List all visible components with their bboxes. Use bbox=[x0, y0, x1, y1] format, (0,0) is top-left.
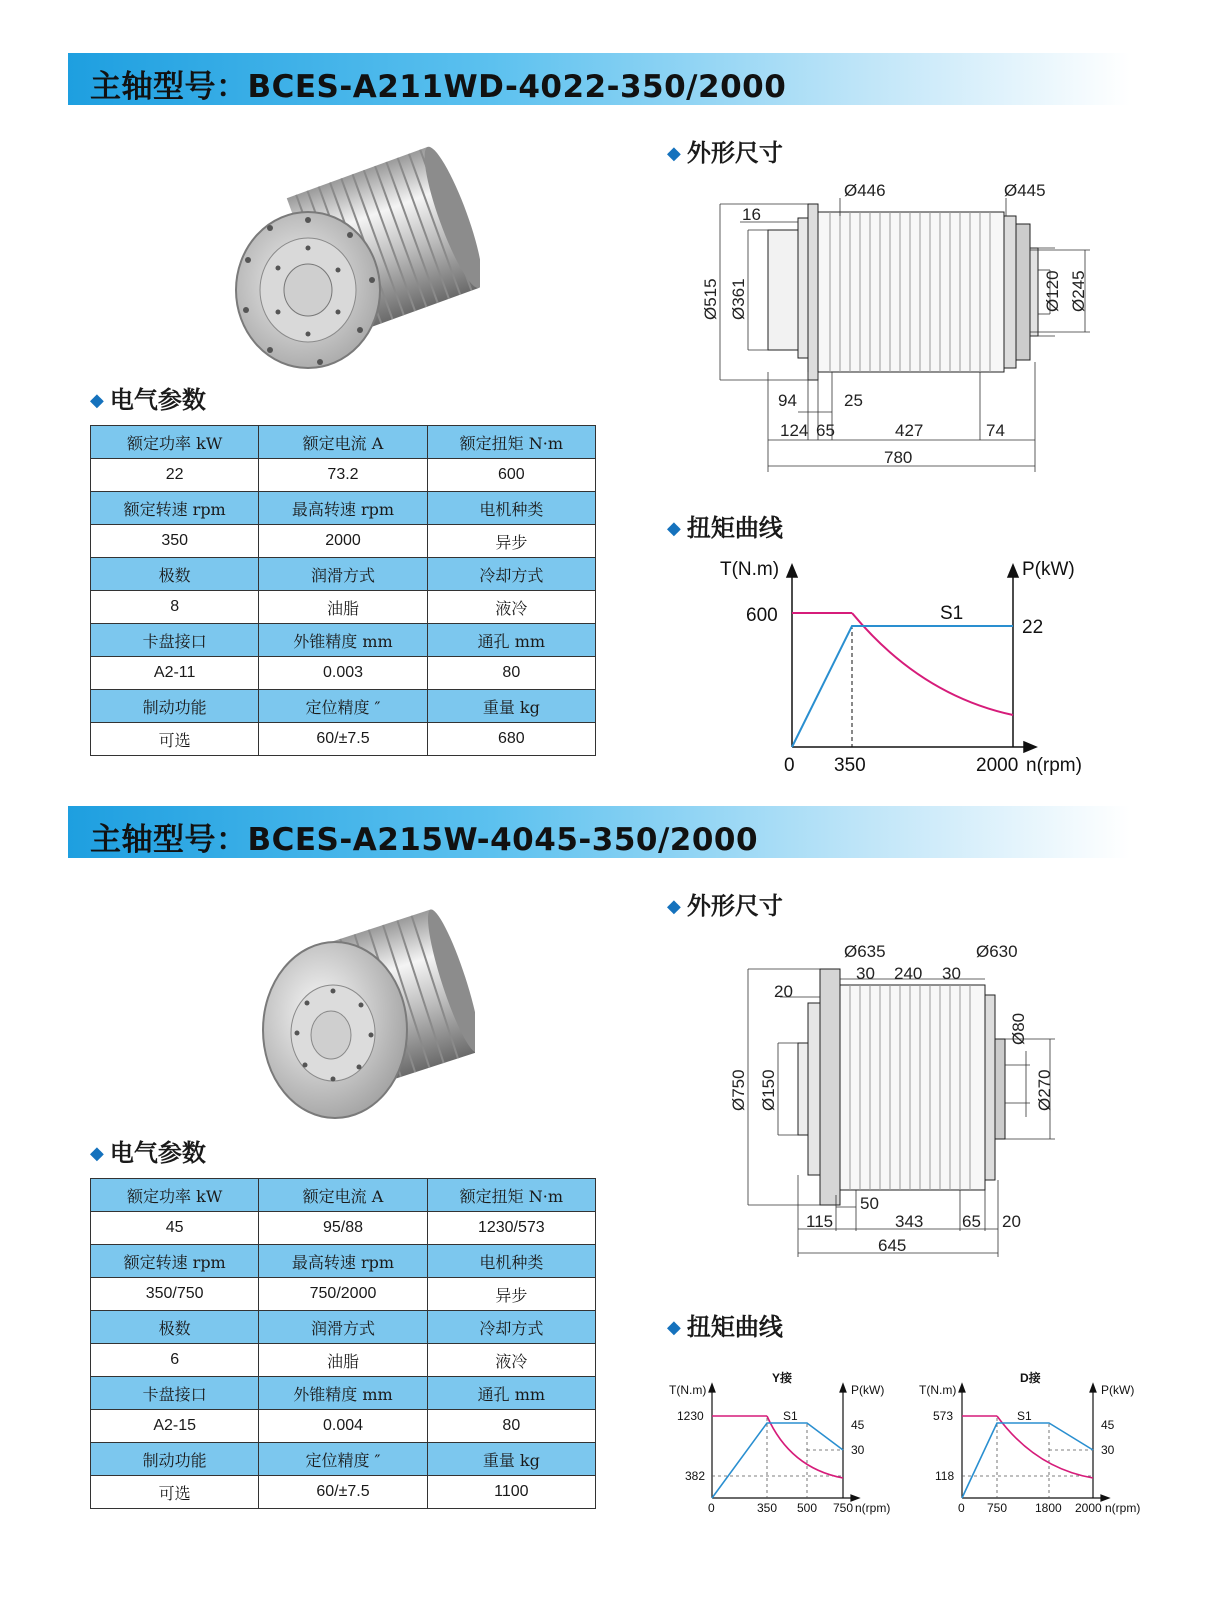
param-value-cell: 6 bbox=[91, 1344, 259, 1377]
dim-343: 343 bbox=[895, 1212, 924, 1231]
param-header-cell: 润滑方式 bbox=[259, 558, 427, 591]
dim-645: 645 bbox=[878, 1236, 907, 1255]
param-value-cell: 可选 bbox=[91, 723, 259, 756]
param-value-cell: 60/±7.5 bbox=[259, 1476, 427, 1509]
dim-diameter-120: Ø120 bbox=[1043, 270, 1062, 312]
param-value-cell: 45 bbox=[91, 1212, 259, 1245]
dim-20-top: 20 bbox=[774, 982, 793, 1001]
dim-diameter-361: Ø361 bbox=[729, 278, 748, 320]
spindle1-params-table bbox=[90, 425, 596, 756]
diamond-bullet-icon: ◆ bbox=[667, 518, 681, 539]
param-header-cell: 额定转速 rpm bbox=[91, 492, 259, 525]
param-value-cell: 2000 bbox=[259, 525, 427, 558]
param-value-row bbox=[91, 459, 596, 492]
dim-diameter-80: Ø80 bbox=[1009, 1012, 1028, 1045]
spindle2-torque-chart-d bbox=[915, 1368, 1155, 1523]
param-value-cell: 95/88 bbox=[259, 1212, 427, 1245]
tick-350: 350 bbox=[757, 1501, 778, 1515]
param-header-cell: 制动功能 bbox=[91, 1443, 259, 1476]
param-header-cell: 制动功能 bbox=[91, 690, 259, 723]
param-header-cell: 重量 kg bbox=[427, 690, 595, 723]
dim-65: 65 bbox=[816, 421, 835, 440]
param-value-cell: 80 bbox=[427, 657, 595, 690]
param-header-cell: 卡盘接口 bbox=[91, 624, 259, 657]
tick-30: 30 bbox=[1101, 1443, 1115, 1457]
dim-20: 20 bbox=[1002, 1212, 1021, 1231]
param-header-cell: 额定转速 rpm bbox=[91, 1245, 259, 1278]
tick-0: 0 bbox=[784, 755, 795, 776]
param-header-cell: 额定扭矩 N·m bbox=[427, 426, 595, 459]
param-value-cell: 1100 bbox=[427, 1476, 595, 1509]
param-value-row bbox=[91, 591, 596, 624]
tick-45: 45 bbox=[1101, 1418, 1115, 1432]
param-header-cell: 冷却方式 bbox=[427, 558, 595, 591]
spindle1-torque-heading: ◆ 扭矩曲线 bbox=[667, 514, 783, 542]
param-header-cell: 最高转速 rpm bbox=[259, 1245, 427, 1278]
param-header-cell: 定位精度 ″ bbox=[259, 1443, 427, 1476]
tick-2000: 2000 bbox=[976, 755, 1019, 776]
tick-500: 500 bbox=[797, 1501, 818, 1515]
param-header-row bbox=[91, 1245, 596, 1278]
param-header-cell: 外锥精度 mm bbox=[259, 624, 427, 657]
param-value-cell: 异步 bbox=[427, 1278, 595, 1311]
spindle2-electrical-heading: ◆ 电气参数 bbox=[90, 1139, 206, 1167]
spindle2-title-banner bbox=[68, 806, 1130, 858]
dim-65: 65 bbox=[962, 1212, 981, 1231]
spindle2-torque-heading: ◆ 扭矩曲线 bbox=[667, 1313, 783, 1341]
tick-45: 45 bbox=[851, 1418, 865, 1432]
spindle1-dimensions-heading: ◆ 外形尺寸 bbox=[667, 139, 783, 167]
param-header-cell: 最高转速 rpm bbox=[259, 492, 427, 525]
param-header-cell: 极数 bbox=[91, 558, 259, 591]
diamond-bullet-icon: ◆ bbox=[667, 1317, 681, 1338]
spindle2-title: 主轴型号：BCES-A215W-4045-350/2000 bbox=[90, 822, 759, 858]
dim-124: 124 bbox=[780, 421, 809, 440]
diamond-bullet-icon: ◆ bbox=[667, 896, 681, 917]
spindle1-title: 主轴型号：BCES-A211WD-4022-350/2000 bbox=[90, 69, 787, 105]
param-header-cell: 极数 bbox=[91, 1311, 259, 1344]
tick-30: 30 bbox=[851, 1443, 865, 1457]
dim-16: 16 bbox=[742, 205, 761, 224]
param-header-cell: 额定电流 A bbox=[259, 1179, 427, 1212]
spindle2-params-table bbox=[90, 1178, 596, 1509]
param-header-row bbox=[91, 690, 596, 723]
dim-780: 780 bbox=[884, 448, 913, 467]
dim-diameter-446: Ø446 bbox=[844, 181, 886, 200]
tick-22: 22 bbox=[1022, 617, 1044, 638]
param-value-cell: 8 bbox=[91, 591, 259, 624]
param-value-row bbox=[91, 657, 596, 690]
param-value-row bbox=[91, 723, 596, 756]
param-value-cell: 油脂 bbox=[259, 591, 427, 624]
tick-600: 600 bbox=[746, 605, 778, 626]
dim-25: 25 bbox=[844, 391, 863, 410]
s1-label: S1 bbox=[1017, 1409, 1032, 1423]
dim-diameter-630: Ø630 bbox=[976, 942, 1018, 961]
param-value-cell: 液冷 bbox=[427, 591, 595, 624]
tick-118: 118 bbox=[935, 1469, 955, 1483]
spindle2-dimension-drawing bbox=[720, 935, 1080, 1265]
tick-350: 350 bbox=[834, 755, 866, 776]
spindle2-torque-chart-y bbox=[665, 1368, 905, 1523]
spindle1-torque-chart bbox=[700, 555, 1120, 785]
param-value-row bbox=[91, 1476, 596, 1509]
param-value-cell: A2-11 bbox=[91, 657, 259, 690]
dim-diameter-635: Ø635 bbox=[844, 942, 886, 961]
param-value-cell: 73.2 bbox=[259, 459, 427, 492]
param-value-cell: 600 bbox=[427, 459, 595, 492]
param-value-cell: A2-15 bbox=[91, 1410, 259, 1443]
dim-30-left: 30 bbox=[856, 964, 875, 983]
param-header-cell: 额定功率 kW bbox=[91, 426, 259, 459]
param-value-row bbox=[91, 525, 596, 558]
chart-y-title: Y接 bbox=[772, 1371, 793, 1385]
param-header-row bbox=[91, 558, 596, 591]
tick-382: 382 bbox=[685, 1469, 706, 1483]
s1-label: S1 bbox=[940, 603, 964, 624]
s1-label: S1 bbox=[783, 1409, 798, 1423]
y-right-axis-label: P(kW) bbox=[851, 1383, 885, 1397]
param-value-row bbox=[91, 1344, 596, 1377]
spindle1-title-banner bbox=[68, 53, 1130, 105]
dim-50: 50 bbox=[860, 1194, 879, 1213]
tick-750: 750 bbox=[833, 1501, 854, 1515]
spindle1-photo bbox=[220, 140, 480, 370]
dim-diameter-750: Ø750 bbox=[729, 1069, 748, 1111]
diamond-bullet-icon: ◆ bbox=[90, 390, 104, 411]
param-value-cell: 1230/573 bbox=[427, 1212, 595, 1245]
dim-94: 94 bbox=[778, 391, 797, 410]
diamond-bullet-icon: ◆ bbox=[90, 1143, 104, 1164]
param-header-cell: 额定扭矩 N·m bbox=[427, 1179, 595, 1212]
param-header-cell: 通孔 mm bbox=[427, 1377, 595, 1410]
tick-750: 750 bbox=[987, 1501, 1008, 1515]
y-left-axis-label: T(N.m) bbox=[919, 1383, 957, 1397]
y-right-axis-label: P(kW) bbox=[1101, 1383, 1135, 1397]
param-value-cell: 680 bbox=[427, 723, 595, 756]
tick-1230: 1230 bbox=[677, 1409, 704, 1423]
param-header-cell: 电机种类 bbox=[427, 492, 595, 525]
param-value-cell: 可选 bbox=[91, 1476, 259, 1509]
param-value-cell: 0.003 bbox=[259, 657, 427, 690]
param-header-row bbox=[91, 426, 596, 459]
param-value-cell: 750/2000 bbox=[259, 1278, 427, 1311]
spindle1-electrical-heading: ◆ 电气参数 bbox=[90, 386, 206, 414]
param-value-cell: 22 bbox=[91, 459, 259, 492]
param-header-row bbox=[91, 1443, 596, 1476]
param-header-row bbox=[91, 492, 596, 525]
param-header-cell: 通孔 mm bbox=[427, 624, 595, 657]
param-header-cell: 定位精度 ″ bbox=[259, 690, 427, 723]
spindle2-dimensions-heading: ◆ 外形尺寸 bbox=[667, 892, 783, 920]
param-header-cell: 冷却方式 bbox=[427, 1311, 595, 1344]
tick-0: 0 bbox=[708, 1501, 715, 1515]
param-value-cell: 液冷 bbox=[427, 1344, 595, 1377]
param-value-cell: 60/±7.5 bbox=[259, 723, 427, 756]
param-value-cell: 油脂 bbox=[259, 1344, 427, 1377]
chart-d-title: D接 bbox=[1020, 1371, 1041, 1385]
dim-diameter-445: Ø445 bbox=[1004, 181, 1046, 200]
spindle1-dimension-drawing bbox=[690, 172, 1110, 472]
param-header-cell: 重量 kg bbox=[427, 1443, 595, 1476]
param-header-row bbox=[91, 1377, 596, 1410]
x-axis-label: n(rpm) bbox=[1105, 1501, 1141, 1515]
dim-diameter-270: Ø270 bbox=[1035, 1069, 1054, 1111]
dim-240: 240 bbox=[894, 964, 923, 983]
param-value-cell: 80 bbox=[427, 1410, 595, 1443]
dim-427: 427 bbox=[895, 421, 924, 440]
param-header-cell: 卡盘接口 bbox=[91, 1377, 259, 1410]
y-left-axis-label: T(N.m) bbox=[720, 559, 780, 580]
param-header-row bbox=[91, 624, 596, 657]
param-header-cell: 润滑方式 bbox=[259, 1311, 427, 1344]
dim-diameter-150: Ø150 bbox=[759, 1069, 778, 1111]
spindle2-photo bbox=[255, 905, 475, 1125]
param-value-row bbox=[91, 1278, 596, 1311]
param-value-cell: 0.004 bbox=[259, 1410, 427, 1443]
param-header-row bbox=[91, 1311, 596, 1344]
param-value-row bbox=[91, 1212, 596, 1245]
dim-diameter-245: Ø245 bbox=[1069, 270, 1088, 312]
param-header-cell: 外锥精度 mm bbox=[259, 1377, 427, 1410]
param-header-cell: 电机种类 bbox=[427, 1245, 595, 1278]
param-value-cell: 350 bbox=[91, 525, 259, 558]
dim-diameter-515: Ø515 bbox=[701, 278, 720, 320]
dim-115: 115 bbox=[806, 1212, 834, 1231]
diamond-bullet-icon: ◆ bbox=[667, 143, 681, 164]
param-header-row bbox=[91, 1179, 596, 1212]
tick-0: 0 bbox=[958, 1501, 965, 1515]
tick-573: 573 bbox=[933, 1409, 954, 1423]
dim-74: 74 bbox=[986, 421, 1005, 440]
x-axis-label: n(rpm) bbox=[1026, 755, 1082, 776]
dim-30-right: 30 bbox=[942, 964, 961, 983]
y-left-axis-label: T(N.m) bbox=[669, 1383, 707, 1397]
param-header-cell: 额定电流 A bbox=[259, 426, 427, 459]
tick-1800: 1800 bbox=[1035, 1501, 1062, 1515]
param-value-cell: 350/750 bbox=[91, 1278, 259, 1311]
param-header-cell: 额定功率 kW bbox=[91, 1179, 259, 1212]
x-axis-label: n(rpm) bbox=[855, 1501, 891, 1515]
tick-2000: 2000 bbox=[1075, 1501, 1102, 1515]
y-right-axis-label: P(kW) bbox=[1022, 559, 1075, 580]
param-value-cell: 异步 bbox=[427, 525, 595, 558]
param-value-row bbox=[91, 1410, 596, 1443]
